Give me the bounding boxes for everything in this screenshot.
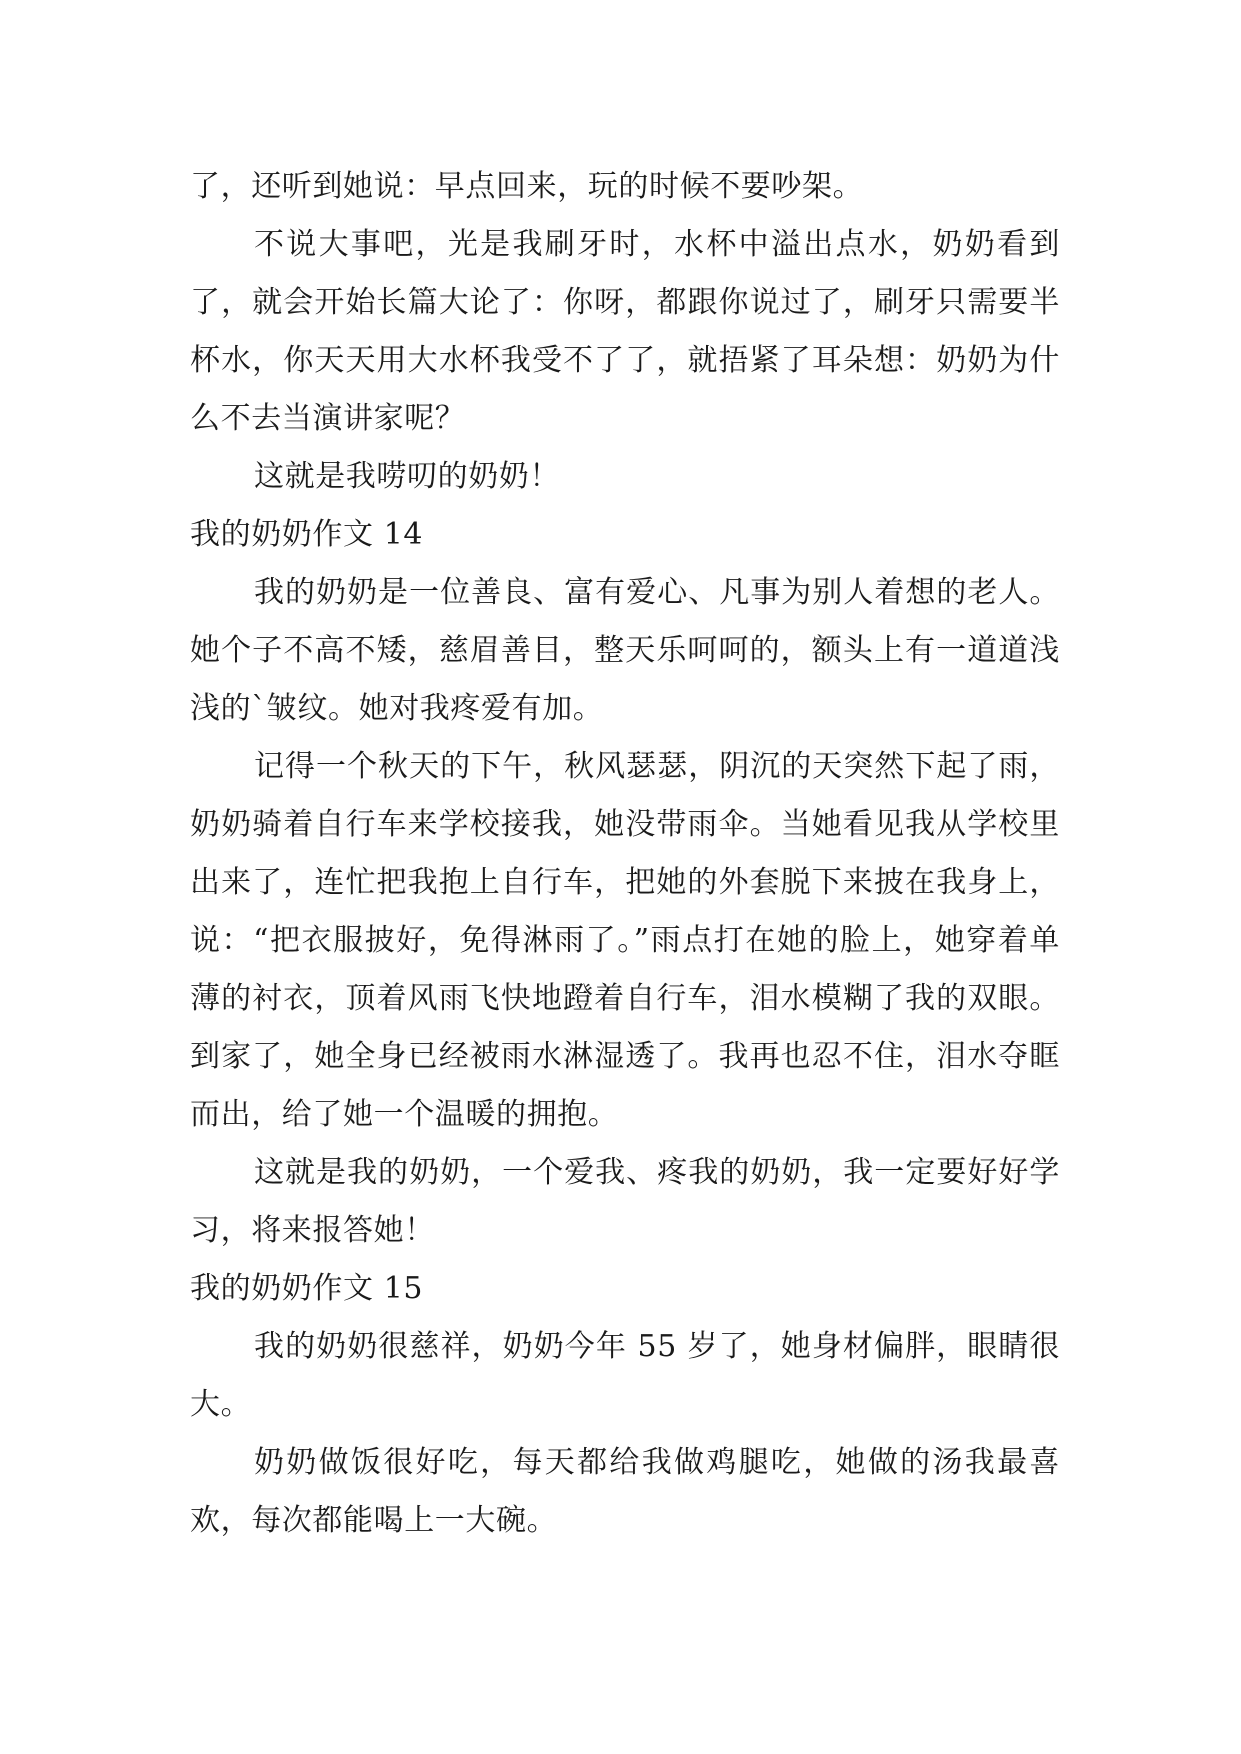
- paragraph: 记得一个秋天的下午，秋风瑟瑟，阴沉的天突然下起了雨，奶奶骑着自行车来学校接我，她没带雨伞。当她看见我从学校里出来了，连忙把我抱上自行车，把她的外套脱下来披在我身上，说：“把衣服披好，免得淋雨了。”雨点打在她的脸上，她穿着单薄的衬衣，顶着风雨飞快地蹬着自行车，泪水模糊了我的双眼。到家了，她全身已经被雨水淋湿透了。我再也忍不住，泪水夺眶而出，给了她一个温暖的拥抱。: [190, 749, 1060, 1132]
- paragraph: 我的奶奶很慈祥，奶奶今年 55 岁了，她身材偏胖，眼睛很大。: [190, 1329, 1060, 1422]
- paragraph: 了，还听到她说：早点回来，玩的时候不要吵架。: [190, 169, 864, 204]
- paragraph: 这就是我唠叨的奶奶！: [254, 459, 560, 494]
- document-body: [190, 158, 1060, 1550]
- paragraph: 我的奶奶是一位善良、富有爱心、凡事为别人着想的老人。她个子不高不矮，慈眉善目，整天乐呵呵的，额头上有一道道浅浅的`皱纹。她对我疼爱有加。: [190, 575, 1060, 726]
- paragraph: 这就是我的奶奶，一个爱我、疼我的奶奶，我一定要好好学习，将来报答她！: [190, 1155, 1060, 1248]
- paragraph: 奶奶做饭很好吃，每天都给我做鸡腿吃，她做的汤我最喜欢，每次都能喝上一大碗。: [190, 1445, 1060, 1538]
- section-heading: 我的奶奶作文 14: [190, 517, 424, 552]
- section-heading: 我的奶奶作文 15: [190, 1271, 424, 1306]
- paragraph: 不说大事吧，光是我刷牙时，水杯中溢出点水，奶奶看到了，就会开始长篇大论了：你呀，都跟你说过了，刷牙只需要半杯水，你天天用大水杯我受不了了，就捂紧了耳朵想：奶奶为什么不去当演讲家呢？: [190, 227, 1060, 436]
